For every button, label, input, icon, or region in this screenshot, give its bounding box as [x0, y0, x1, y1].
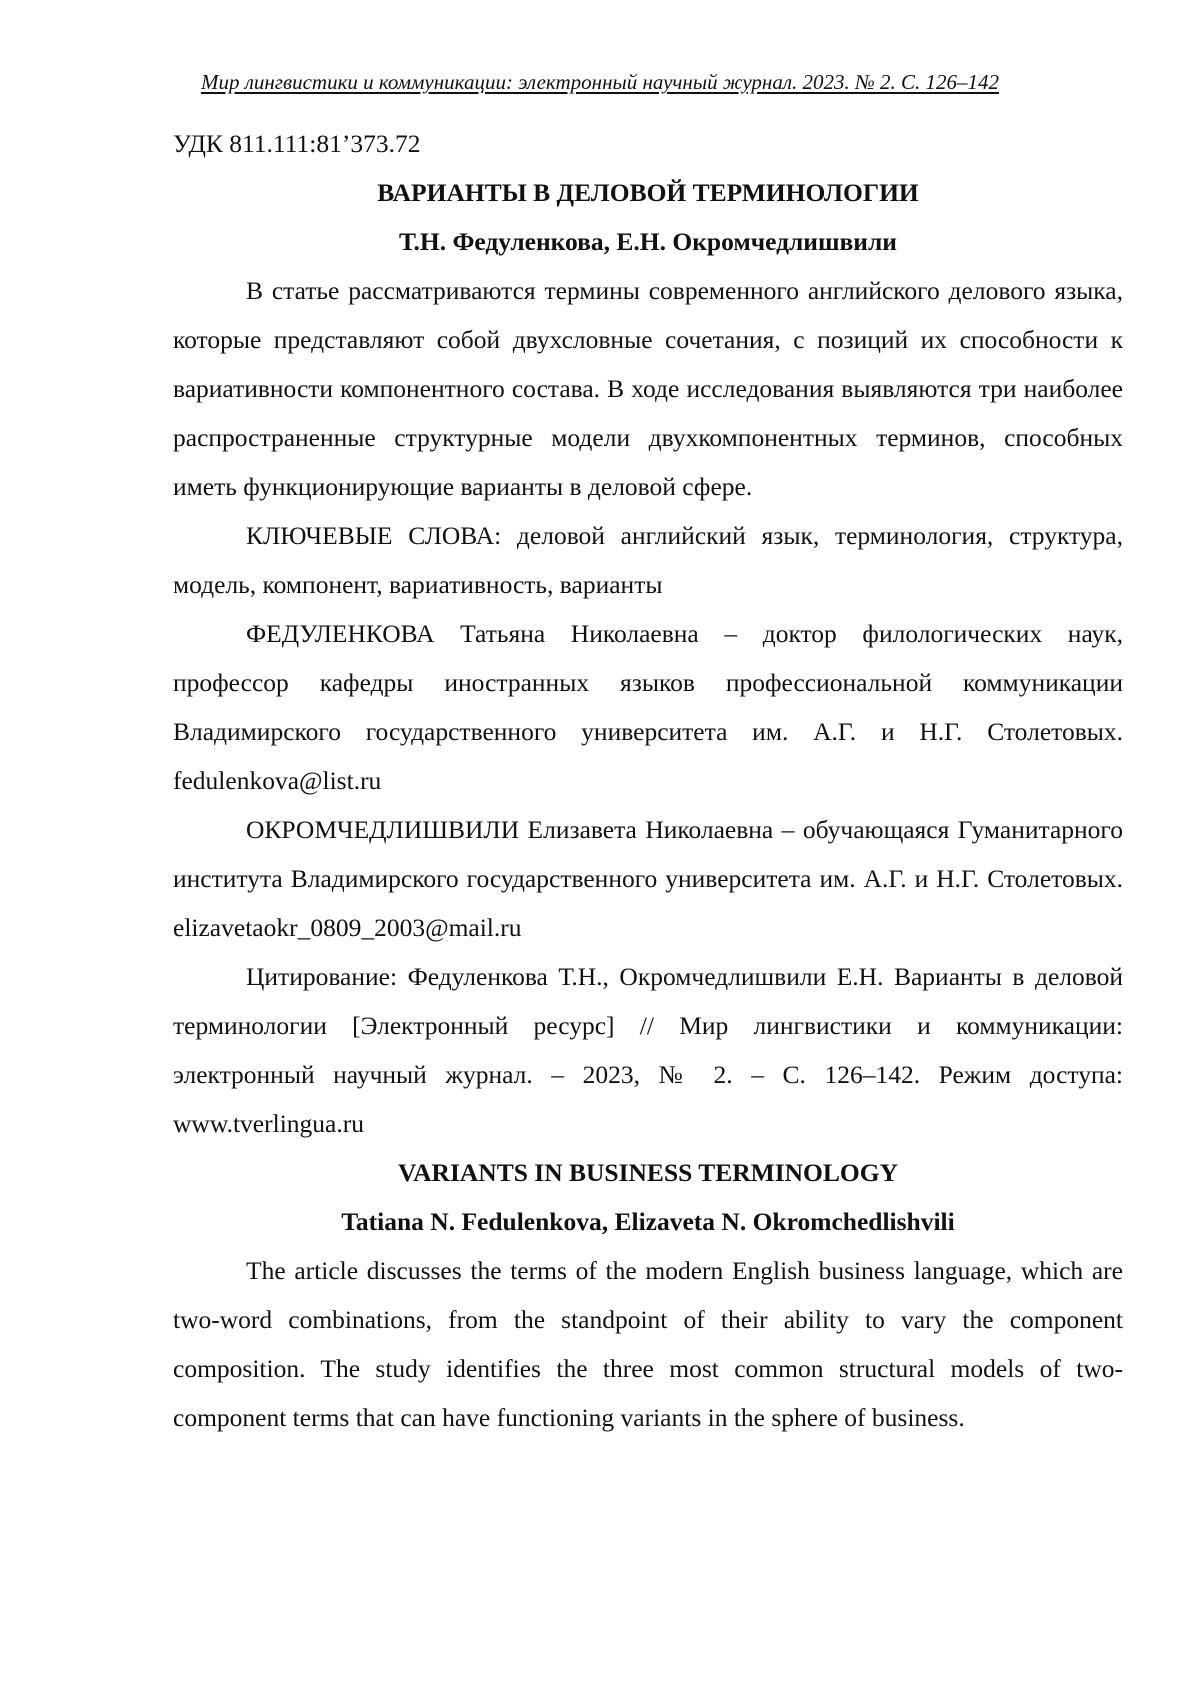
abstract-ru: В статье рассматриваются термины современного английского делового языка, которые представляют собой двухсловные сочетания, с позиций их способности к вариативности компонентного состава. В ходе исследования выявляются три наиболее распространенные структурные модели двухкомпонентных терминов, способных иметь функционирующие варианты в деловой сфере. [173, 276, 1123, 501]
article-authors-en: Tatiana N. Fedulenkova, Elizaveta N. Okromchedlishvili [341, 1207, 955, 1236]
author-info-fedulenkova: ФЕДУЛЕНКОВА Татьяна Николаевна – доктор филологических наук, профессор кафедры иностранных языков профессиональной коммуникации Владимирского государственного университета им. А.Г. и Н.Г. Столетовых. fedulenkova@list.ru [173, 619, 1123, 795]
udc-code: УДК 811.111:81’373.72 [173, 129, 421, 158]
article-title-ru: ВАРИАНТЫ В ДЕЛОВОЙ ТЕРМИНОЛОГИИ [377, 178, 919, 207]
keywords-ru: КЛЮЧЕВЫЕ СЛОВА: деловой английский язык, терминология, структура, модель, компонент, вариативность, варианты [173, 521, 1123, 599]
article-authors-ru: Т.Н. Федуленкова, Е.Н. Окромчедлишвили [399, 227, 897, 256]
article-front-matter [173, 119, 1123, 1442]
citation-ru: Цитирование: Федуленкова Т.Н., Окромчедлишвили Е.Н. Варианты в деловой терминологии [Электронный ресурс] // Мир лингвистики и коммуникации: электронный научный журнал. – 2023, № 2. – С. 126–142. Режим доступа: www.tverlingua.ru [173, 962, 1123, 1138]
running-head: Мир лингвистики и коммуникации: электронный научный журнал. 2023. № 2. С. 126–142 [200, 70, 1000, 94]
article-title-en: VARIANTS IN BUSINESS TERMINOLOGY [398, 1158, 898, 1187]
author-info-okromchedlishvili: ОКРОМЧЕДЛИШВИЛИ Елизавета Николаевна – обучающаяся Гуманитарного института Владимирского государственного университета им. А.Г. и Н.Г. Столетовых. elizavetaokr_0809_2003@mail.ru [173, 815, 1123, 942]
abstract-en: The article discusses the terms of the modern English business language, which are two-word combinations, from the standpoint of their ability to vary the component composition. The study identifies the three most common structural models of two-component terms that can have functioning variants in the sphere of business. [173, 1256, 1123, 1432]
